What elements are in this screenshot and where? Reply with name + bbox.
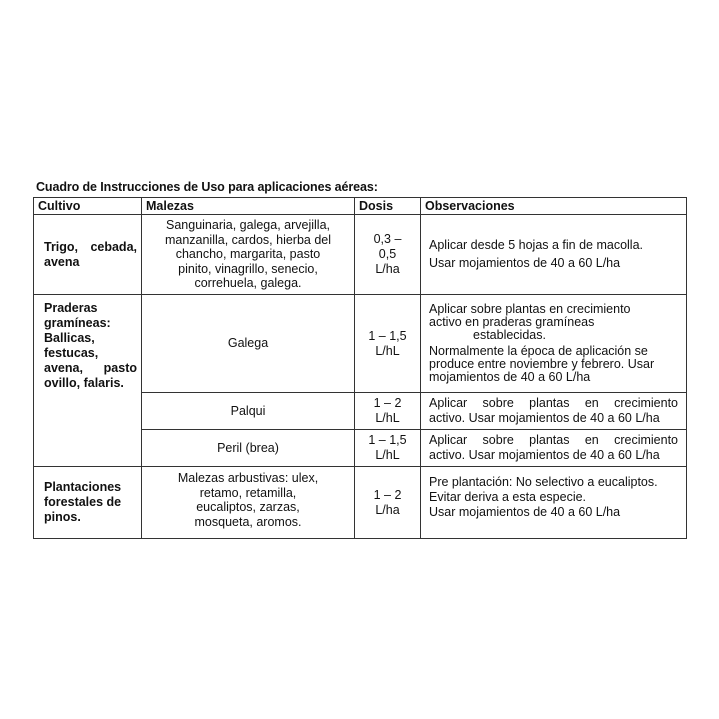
malezas-line: Sanguinaria, galega, arvejilla, xyxy=(166,218,330,233)
obs-line: activo en praderas gramíneas xyxy=(429,315,595,329)
cell-dosis xyxy=(355,393,421,430)
obs-line: Usar mojamientos de 40 a 60 L/ha xyxy=(429,256,621,270)
cell-observaciones xyxy=(421,430,687,467)
obs-line: produce entre noviembre y febrero. Usar xyxy=(429,357,655,371)
cultivo-line: Ballicas, xyxy=(44,331,95,345)
cultivo-line: festucas, xyxy=(44,346,99,360)
obs-line: Aplicar sobre plantas en crecimiento xyxy=(429,302,631,316)
cell-cultivo xyxy=(34,467,142,539)
malezas-line: chancho, margarita, pasto xyxy=(175,247,321,262)
malezas-line: Galega xyxy=(227,336,269,351)
table-row xyxy=(34,467,687,539)
cell-observaciones xyxy=(421,215,687,295)
table-row xyxy=(34,215,687,295)
cell-cultivo xyxy=(34,295,142,467)
cell-cultivo xyxy=(34,215,142,295)
cell-malezas xyxy=(142,430,355,467)
cultivo-line: avena xyxy=(44,254,80,269)
dosis-line: 1 – 2 xyxy=(373,487,402,502)
malezas-line: Peril (brea) xyxy=(217,440,279,455)
cultivo-line: avena, pasto xyxy=(44,361,137,375)
table-row xyxy=(34,295,687,393)
dosis-line: L/hL xyxy=(375,448,400,462)
dosis-line: 1 – 1,5 xyxy=(368,328,407,343)
malezas-line: mosqueta, aromos. xyxy=(194,514,302,529)
cell-dosis xyxy=(355,430,421,467)
dosis-line: 0,5 xyxy=(378,247,397,261)
malezas-line: manzanilla, cardos, hierba del xyxy=(164,232,332,247)
malezas-line: Malezas arbustivas: ulex, xyxy=(177,471,319,485)
obs-line: Evitar deriva a esta especie. xyxy=(429,490,587,504)
cell-dosis xyxy=(355,215,421,295)
obs-line: Aplicar sobre plantas en crecimiento xyxy=(429,396,678,410)
cell-observaciones xyxy=(421,467,687,539)
cell-malezas xyxy=(142,467,355,539)
header-dosis: Dosis xyxy=(355,198,421,215)
dosis-line: 1 – 2 xyxy=(373,396,402,410)
cell-malezas xyxy=(142,393,355,430)
dosis-line: L/ha xyxy=(375,502,400,517)
dosis-line: L/hL xyxy=(375,343,400,358)
cultivo-line: Plantaciones xyxy=(44,480,122,494)
dosis-line: L/hL xyxy=(375,411,400,425)
cell-malezas xyxy=(142,295,355,393)
obs-line: Normalmente la época de aplicación se xyxy=(429,344,648,358)
cell-malezas xyxy=(142,215,355,295)
malezas-line: correhuela, galega. xyxy=(194,276,302,291)
cultivo-line: forestales de xyxy=(44,495,122,509)
header-observaciones: Observaciones xyxy=(421,198,687,215)
cell-dosis xyxy=(355,467,421,539)
cultivo-line: ovillo, falaris. xyxy=(44,376,124,390)
obs-line: activo. Usar mojamientos de 40 a 60 L/ha xyxy=(429,411,660,425)
obs-line: Usar mojamientos de 40 a 60 L/ha xyxy=(429,505,621,519)
dosis-line: 0,3 – xyxy=(373,232,402,246)
obs-line: Aplicar sobre plantas en crecimiento xyxy=(429,433,678,447)
cultivo-line: gramíneas: xyxy=(44,316,111,330)
header-row xyxy=(34,198,687,215)
instructions-table xyxy=(33,197,687,539)
header-malezas: Malezas xyxy=(142,198,355,215)
obs-line: Pre plantación: No selectivo a eucaliptos. xyxy=(429,475,658,489)
cell-observaciones xyxy=(421,393,687,430)
obs-line: mojamientos de 40 a 60 L/ha xyxy=(429,370,591,384)
obs-line: Aplicar desde 5 hojas a fin de macolla. xyxy=(429,238,644,252)
cultivo-line: pinos. xyxy=(44,510,81,524)
dosis-line: 1 – 1,5 xyxy=(368,433,407,447)
cell-dosis xyxy=(355,295,421,393)
table-caption: Cuadro de Instrucciones de Uso para aplicaciones aéreas: xyxy=(36,180,378,194)
malezas-line: retamo, retamilla, xyxy=(199,485,297,500)
obs-line: establecidas. xyxy=(473,328,546,342)
dosis-line: L/ha xyxy=(375,262,400,276)
cultivo-line: Trigo, cebada, xyxy=(44,239,137,254)
malezas-line: Palqui xyxy=(230,403,266,418)
malezas-line: pinito, vinagrillo, senecio, xyxy=(178,261,318,276)
header-cultivo: Cultivo xyxy=(34,198,142,215)
obs-line: activo. Usar mojamientos de 40 a 60 L/ha xyxy=(429,448,660,462)
cultivo-line: Praderas xyxy=(44,301,98,315)
malezas-line: eucaliptos, zarzas, xyxy=(196,500,300,514)
cell-observaciones xyxy=(421,295,687,393)
